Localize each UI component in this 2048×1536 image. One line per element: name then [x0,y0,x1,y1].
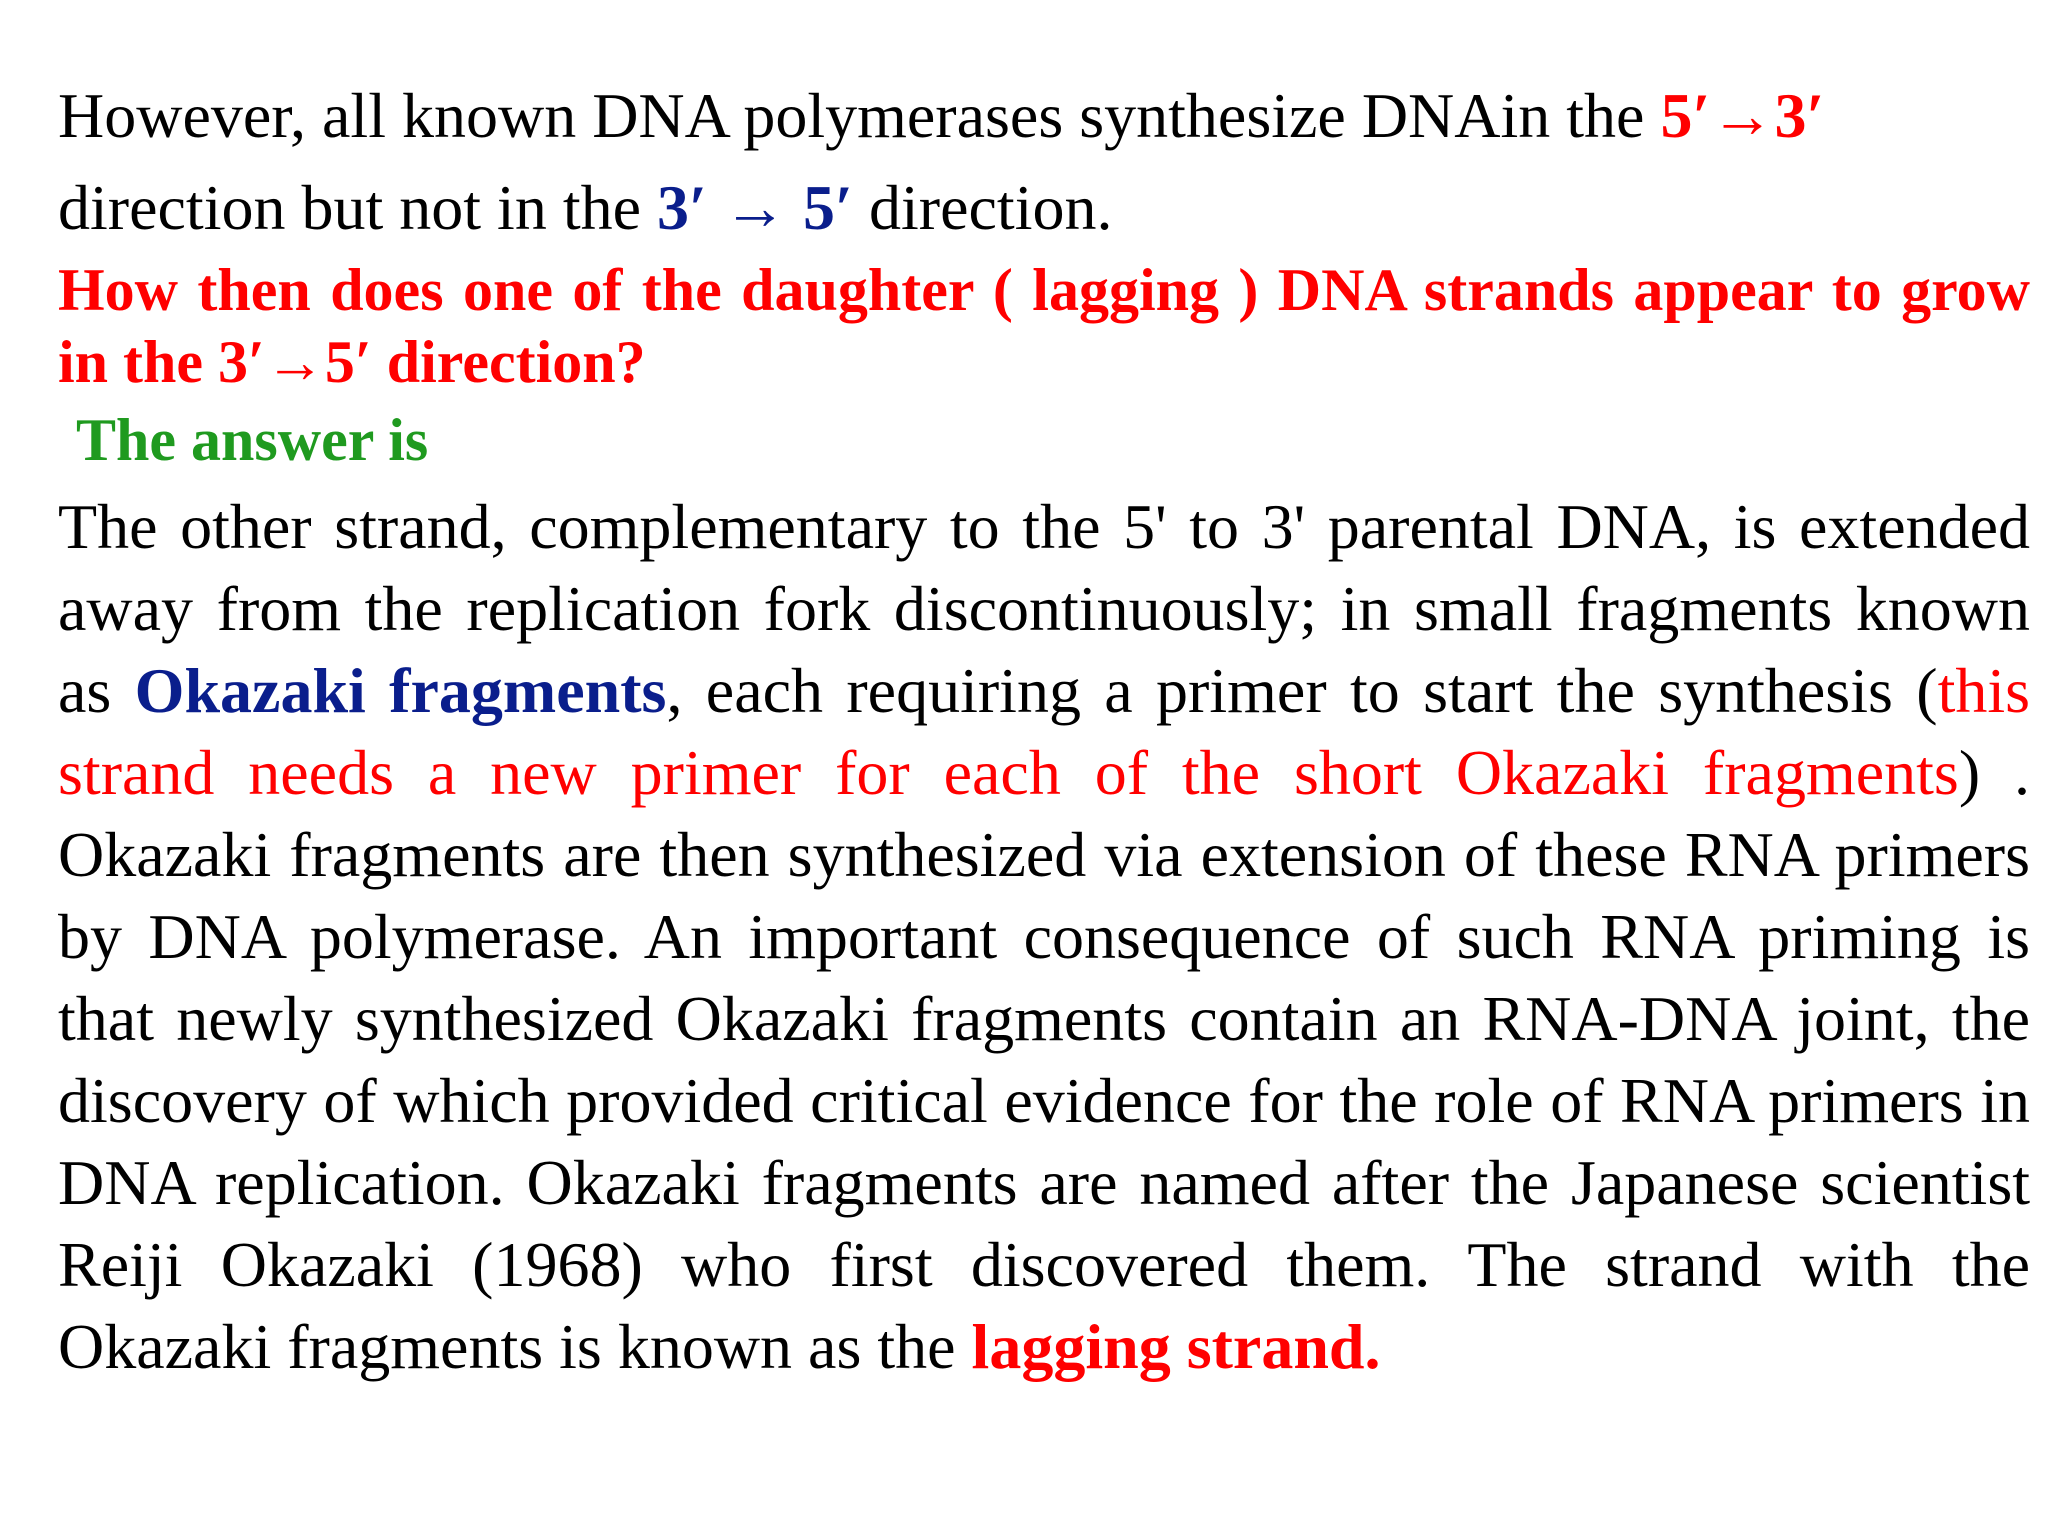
intro-line-2 [58,162,2030,254]
answer-paragraph [58,486,2030,1388]
answer-part-3: ) . Okazaki fragments are then synthesized via extension of these RNA primers by DNA polymerase. An important consequence of such RNA priming is that newly synthesized Okazaki fragments contain an RNA-DNA joint, the discovery of which provided critical evidence for the role of RNA primers in DNA replication. Okazaki fragments are named after the Japanese scientist Reiji Okazaki (1968) who first discovered them. The strand with the Okazaki fragments is known as the [58,737,2031,1382]
answer-part-1: The other strand, complementary to the 5' to 3' parental DNA, is extended away from the replication fork discontinuously; in small fragments known as [58,491,2030,726]
primer-note: this strand needs a new primer for each of the short Okazaki fragments [58,655,2031,808]
intro-line-1 [58,70,2030,162]
intro-line-2-text-a: direction but not in the [58,172,657,243]
okazaki-fragments-term: Okazaki fragments [134,655,667,726]
lagging-strand-term: lagging strand. [971,1311,1381,1382]
intro-line-2-text-b: direction. [853,172,1113,243]
question-text: How then does one of the daughter ( lagging ) DNA strands appear to grow in the 3′→5′ direction? [58,257,2030,395]
slide-content [58,70,2030,1388]
intro-line-1-text: However, all known DNA polymerases synthesize DNAin the [58,80,1661,151]
answer-heading: The answer is [76,407,429,473]
answer-part-2: , each requiring a primer to start the synthesis ( [666,655,1938,726]
direction-3-to-5: 3′ → 5′ [657,172,853,243]
direction-5-to-3: 5′→3′ [1660,80,1825,151]
